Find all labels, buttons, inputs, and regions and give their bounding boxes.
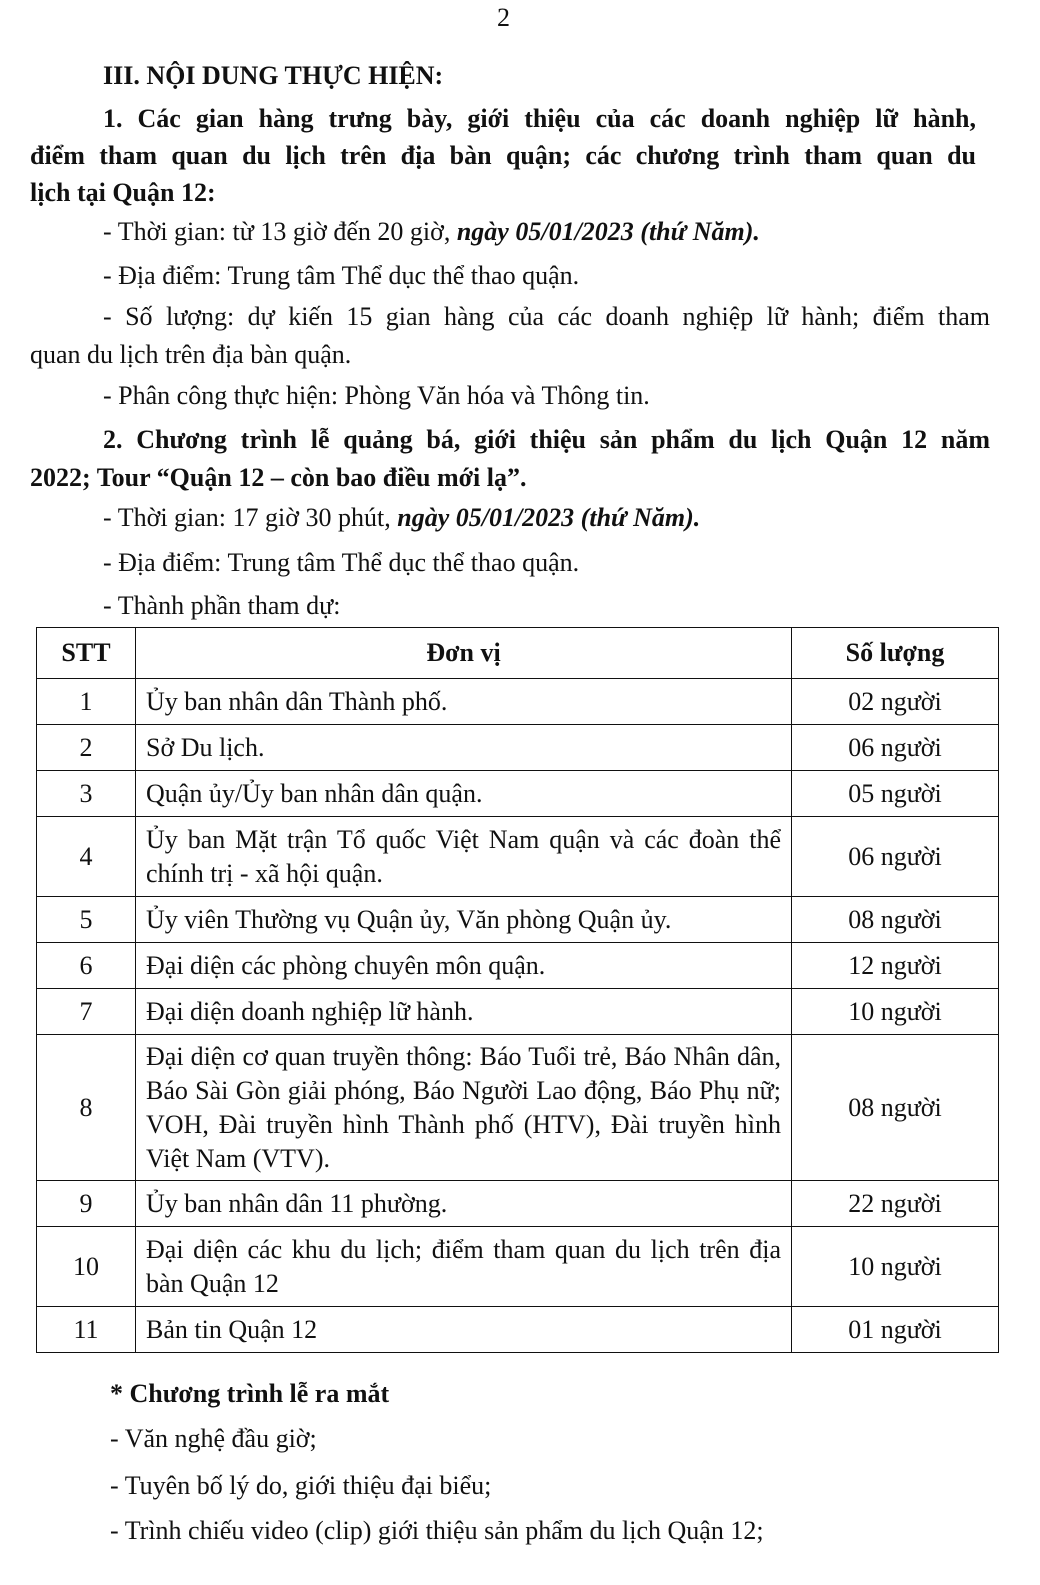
item1-time-text: - Thời gian: từ 13 giờ đến 20 giờ, (103, 217, 457, 246)
row-quantity: 06 người (792, 817, 999, 897)
table-row (37, 897, 999, 943)
row-stt: 3 (37, 771, 136, 817)
item1-heading-line3: lịch tại Quận 12: (30, 178, 216, 207)
row-quantity: 02 người (792, 679, 999, 725)
row-quantity: 06 người (792, 725, 999, 771)
table-row (37, 1227, 999, 1307)
row-stt: 1 (37, 679, 136, 725)
table-row (37, 679, 999, 725)
item1-quantity-line2: quan du lịch trên địa bàn quận. (30, 340, 352, 369)
row-stt: 9 (37, 1181, 136, 1227)
row-stt: 11 (37, 1307, 136, 1353)
row-unit: Ủy viên Thường vụ Quận ủy, Văn phòng Quận ủy. (136, 897, 792, 943)
row-unit: Ủy ban nhân dân Thành phố. (136, 679, 792, 725)
participants-table (36, 627, 999, 1353)
program-item: - Văn nghệ đầu giờ; (110, 1424, 317, 1453)
row-quantity: 22 người (792, 1181, 999, 1227)
row-unit: Ủy ban nhân dân 11 phường. (136, 1181, 792, 1227)
item2-participants-label: - Thành phần tham dự: (103, 591, 341, 620)
item2-time (103, 500, 700, 536)
item1-heading-line2: điểm tham quan du lịch trên địa bàn quận; các chương trình tham quan du (30, 141, 976, 170)
row-unit: Ủy ban Mặt trận Tổ quốc Việt Nam quận và các đoàn thể chính trị - xã hội quận. (136, 817, 792, 897)
item2-location: - Địa điểm: Trung tâm Thể dục thể thao quận. (103, 548, 580, 577)
table-header-row (37, 628, 999, 679)
item1-time-date: ngày 05/01/2023 (thứ Năm). (456, 217, 760, 246)
row-unit: Đại diện các phòng chuyên môn quận. (136, 943, 792, 989)
item2-time-text: - Thời gian: 17 giờ 30 phút, (103, 503, 398, 532)
header-unit: Đơn vị (136, 628, 792, 679)
row-quantity: 08 người (792, 897, 999, 943)
program-item: - Tuyên bố lý do, giới thiệu đại biểu; (110, 1471, 492, 1500)
row-stt: 6 (37, 943, 136, 989)
table-row (37, 1307, 999, 1353)
header-quantity: Số lượng (792, 628, 999, 679)
row-stt: 4 (37, 817, 136, 897)
item1-location: - Địa điểm: Trung tâm Thể dục thể thao quận. (103, 261, 580, 290)
row-quantity: 10 người (792, 989, 999, 1035)
item1-quantity-line1: - Số lượng: dự kiến 15 gian hàng của các doanh nghiệp lữ hành; điểm tham (103, 302, 990, 331)
item2-heading-line1: 2. Chương trình lễ quảng bá, giới thiệu sản phẩm du lịch Quận 12 năm (103, 425, 990, 454)
row-quantity: 10 người (792, 1227, 999, 1307)
row-unit: Đại diện cơ quan truyền thông: Báo Tuổi trẻ, Báo Nhân dân, Báo Sài Gòn giải phóng, Báo Người Lao động, Báo Phụ nữ; VOH, Đài truyền hình Thành phố (HTV), Đài truyền hình Việt Nam (VTV). (136, 1035, 792, 1181)
table-row (37, 771, 999, 817)
header-stt: STT (37, 628, 136, 679)
table-row (37, 989, 999, 1035)
item1-heading-line1: 1. Các gian hàng trưng bày, giới thiệu của các doanh nghiệp lữ hành, (103, 104, 976, 133)
item2-heading-line2: 2022; Tour “Quận 12 – còn bao điều mới lạ”. (30, 463, 527, 492)
row-stt: 10 (37, 1227, 136, 1307)
item2-time-date: ngày 05/01/2023 (thứ Năm). (397, 503, 701, 532)
row-stt: 7 (37, 989, 136, 1035)
row-quantity: 01 người (792, 1307, 999, 1353)
page-number: 2 (497, 3, 510, 32)
row-stt: 5 (37, 897, 136, 943)
row-quantity: 12 người (792, 943, 999, 989)
row-stt: 2 (37, 725, 136, 771)
item1-time (103, 214, 760, 250)
row-stt: 8 (37, 1035, 136, 1181)
item1-assignment: - Phân công thực hiện: Phòng Văn hóa và Thông tin. (103, 381, 650, 410)
table-row (37, 817, 999, 897)
row-unit: Đại diện doanh nghiệp lữ hành. (136, 989, 792, 1035)
row-quantity: 05 người (792, 771, 999, 817)
row-unit: Sở Du lịch. (136, 725, 792, 771)
row-unit: Bản tin Quận 12 (136, 1307, 792, 1353)
row-unit: Quận ủy/Ủy ban nhân dân quận. (136, 771, 792, 817)
program-heading: * Chương trình lễ ra mắt (110, 1379, 390, 1408)
table-row (37, 943, 999, 989)
table-row (37, 1181, 999, 1227)
table-row (37, 1035, 999, 1181)
row-quantity: 08 người (792, 1035, 999, 1181)
table-row (37, 725, 999, 771)
row-unit: Đại diện các khu du lịch; điểm tham quan du lịch trên địa bàn Quận 12 (136, 1227, 792, 1307)
program-item: - Trình chiếu video (clip) giới thiệu sản phẩm du lịch Quận 12; (110, 1516, 764, 1545)
section-heading: III. NỘI DUNG THỰC HIỆN: (103, 61, 444, 90)
